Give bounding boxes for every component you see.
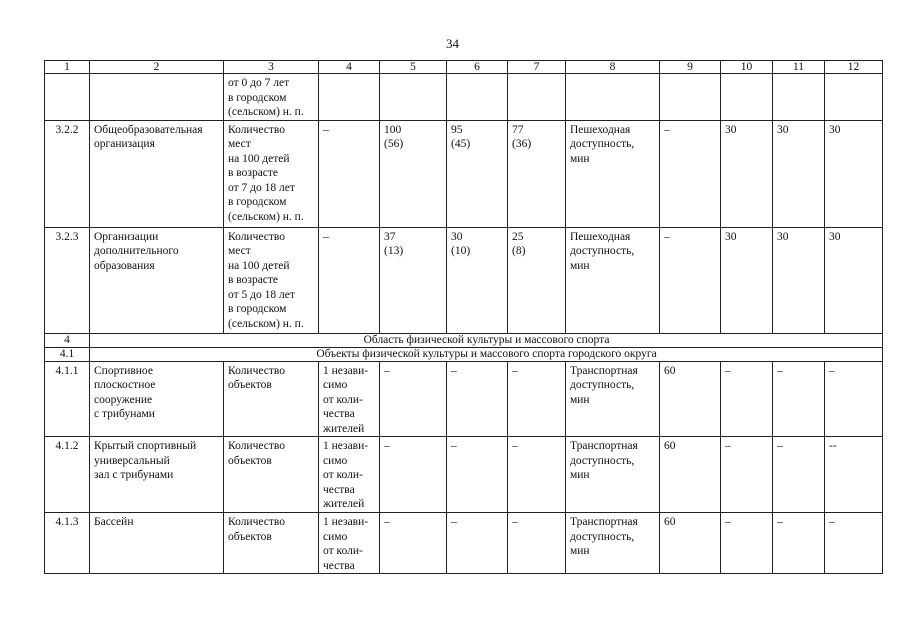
row-col-6	[447, 74, 508, 121]
row-col-11	[773, 74, 825, 121]
row-col-4: 1 незави- симо от коли- чества жителей	[319, 361, 380, 437]
table-row	[45, 120, 883, 227]
row-col-7: –	[508, 361, 566, 437]
row-col-5: –	[380, 513, 447, 574]
row-col-7	[508, 74, 566, 121]
row-col-5: 37 (13)	[380, 227, 447, 333]
row-name: Бассейн	[90, 513, 224, 574]
header-col-3: 3	[224, 61, 319, 74]
header-col-4: 4	[319, 61, 380, 74]
row-col-10: 30	[721, 120, 773, 227]
row-col-5: –	[380, 361, 447, 437]
row-col-4: 1 незави- симо от коли- чества жителей	[319, 437, 380, 513]
table-row	[45, 437, 883, 513]
header-col-6: 6	[447, 61, 508, 74]
row-col-12: –	[825, 361, 883, 437]
row-col-7: 77 (36)	[508, 120, 566, 227]
row-col-12: 30	[825, 227, 883, 333]
row-id: 4.1.1	[45, 361, 90, 437]
row-col-8	[566, 74, 660, 121]
row-indicator: от 0 до 7 лет в городском (сельском) н. п.	[224, 74, 319, 121]
row-name: Организации дополнительного образования	[90, 227, 224, 333]
row-indicator: Количество объектов	[224, 437, 319, 513]
row-col-11: 30	[773, 120, 825, 227]
row-name: Общеобразовательная организация	[90, 120, 224, 227]
header-col-5: 5	[380, 61, 447, 74]
row-col-4	[319, 74, 380, 121]
row-col-11: 30	[773, 227, 825, 333]
row-name: Спортивное плоскостное сооружение с трибунами	[90, 361, 224, 437]
row-col-6: 30 (10)	[447, 227, 508, 333]
norms-table	[44, 60, 883, 574]
header-col-8: 8	[566, 61, 660, 74]
row-col-10	[721, 74, 773, 121]
row-col-9: –	[660, 227, 721, 333]
row-col-6: –	[447, 361, 508, 437]
header-col-1: 1	[45, 61, 90, 74]
row-col-10: –	[721, 437, 773, 513]
row-col-6: –	[447, 437, 508, 513]
row-id: 3.2.3	[45, 227, 90, 333]
table-row	[45, 74, 883, 121]
row-name	[90, 74, 224, 121]
row-col-8: Пешеходная доступность, мин	[566, 227, 660, 333]
row-col-4: –	[319, 227, 380, 333]
header-col-10: 10	[721, 61, 773, 74]
header-col-9: 9	[660, 61, 721, 74]
row-col-11: –	[773, 513, 825, 574]
row-col-4: –	[319, 120, 380, 227]
row-col-10: –	[721, 513, 773, 574]
table-row	[45, 227, 883, 333]
table-row	[45, 513, 883, 574]
header-col-2: 2	[90, 61, 224, 74]
row-col-8: Пешеходная доступность, мин	[566, 120, 660, 227]
row-col-12: 30	[825, 120, 883, 227]
section-id: 4	[45, 333, 90, 347]
row-indicator: Количество объектов	[224, 361, 319, 437]
row-col-9: 60	[660, 513, 721, 574]
row-indicator: Количество мест на 100 детей в возрасте от 5 до 18 лет в городском (сельском) н. п.	[224, 227, 319, 333]
subsection-title: Объекты физической культуры и массового спорта городского округа	[90, 347, 883, 361]
row-col-8: Транспортная доступность, мин	[566, 361, 660, 437]
row-col-8: Транспортная доступность, мин	[566, 437, 660, 513]
row-name: Крытый спортивный универсальный зал с трибунами	[90, 437, 224, 513]
row-col-11: –	[773, 437, 825, 513]
row-col-5	[380, 74, 447, 121]
row-col-9: –	[660, 120, 721, 227]
table-row	[45, 361, 883, 437]
page-number: 34	[446, 36, 459, 51]
row-id	[45, 74, 90, 121]
row-col-7: 25 (8)	[508, 227, 566, 333]
row-col-6: –	[447, 513, 508, 574]
row-col-9: 60	[660, 437, 721, 513]
row-col-9	[660, 74, 721, 121]
row-col-6: 95 (45)	[447, 120, 508, 227]
row-col-12: –	[825, 513, 883, 574]
row-id: 4.1.2	[45, 437, 90, 513]
row-col-10: –	[721, 361, 773, 437]
header-row	[45, 61, 883, 74]
row-id: 4.1.3	[45, 513, 90, 574]
header-col-12: 12	[825, 61, 883, 74]
header-col-11: 11	[773, 61, 825, 74]
row-col-11: –	[773, 361, 825, 437]
row-col-5: –	[380, 437, 447, 513]
section-row	[45, 333, 883, 347]
row-indicator: Количество объектов	[224, 513, 319, 574]
row-col-5: 100 (56)	[380, 120, 447, 227]
row-col-7: –	[508, 513, 566, 574]
section-title: Область физической культуры и массового спорта	[90, 333, 883, 347]
row-col-4: 1 незави- симо от коли- чества	[319, 513, 380, 574]
row-col-10: 30	[721, 227, 773, 333]
row-col-7: –	[508, 437, 566, 513]
row-indicator: Количество мест на 100 детей в возрасте от 7 до 18 лет в городском (сельском) н. п.	[224, 120, 319, 227]
subsection-row	[45, 347, 883, 361]
row-col-12: --	[825, 437, 883, 513]
row-col-12	[825, 74, 883, 121]
header-col-7: 7	[508, 61, 566, 74]
row-col-8: Транспортная доступность, мин	[566, 513, 660, 574]
subsection-id: 4.1	[45, 347, 90, 361]
row-col-9: 60	[660, 361, 721, 437]
row-id: 3.2.2	[45, 120, 90, 227]
